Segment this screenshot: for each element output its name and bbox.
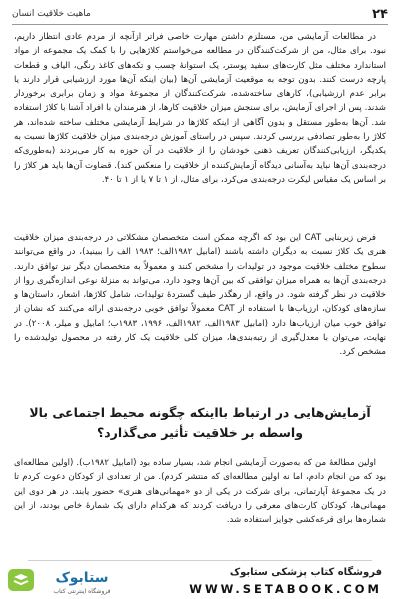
store-url[interactable]: WWW.SETABOOK.COM [189,582,382,596]
section-heading: آزمایش‌هایی در ارتباط بااینکه چگونه محیط اجتماعی بالا واسطه بر خلاقیت تأثیر می‌گذارد؟ [29,405,371,440]
logo-text: ستابوک [55,570,109,586]
footer-divider [28,560,372,561]
page-footer [0,563,400,599]
page-header [12,4,388,25]
paragraph-text: فرض زیربنایی CAT این بود که اگرچه ممکن است متخصصان مشکلاتی در درجه‌بندی میزان خلاقیت هنری یک کلاژ نسبت به دیگران داشته باشند (امابیل ۱۹۸۲الف؛ ۱۹۸۳ الف را ببینید)، در واقع می‌توانند سطوح مختلف خلاقیت موجود در تولیدات را مشخص کنند و معمولاً به متخصصان دیگر نیز توافق دارند. درجه‌بندی آن‌ها به همراه میزان توافقی که بین آن‌ها وجود دارد، می‌تواند به منزلهٔ نوعی اندازه‌گیری روا از خلاقیت در نظر گرفته شود. در واقع، از رهگذر طیف گستردهٔ تولیدات، شامل کلاژها، اشعار، داستان‌ها و سازه‌های کودکان، ارزیاب‌ها با استفاده از CAT معمولاً توافق خوبی درجه‌بندی ارائه می‌کنند که نشان از توافق خوب میان ارزیاب‌ها دارد (امابیل ۱۹۸۳الف، ۱۹۸۲الف، ۱۹۹۶، ۱۹۸۳ب؛ امابیل و میلر، ۲۰۰۸). در نهایت، می‌توان با معدل‌گیری از رتبه‌بندی‌ها، میزان کلی خلاقیت یک کار رفته در محصول تولیدشده را مشخص کرد. [14,233,386,358]
logo-caption: فروشگاه اینترنتی کتاب [53,588,111,595]
setabook-logo [6,565,126,597]
page-number: ۲۴ [372,6,388,22]
paragraph-1 [14,30,386,228]
paragraph-2 [14,231,386,389]
paragraph-text: در مطالعات آزمایشی من، مستلزم داشتن مهارت خاصی فراتر ازآنچه از مردم عادی انتظار داریم، نبود. برای مثال، من از شرکت‌کنندگان در مطالعه می‌خواستم کلاژهایی را با کمک یک مجموعه از مواد استاندارد مختلف مثل کارت‌های سفید پوستر، یک استوانهٔ چسب و تکه‌های کاغذ رنگی، الیاف و قطعات پارچه درست کنند. بدون توجه به موقعیت آزمایشی آن‌ها (بیان اینکه آن‌ها مورد ارزشیابی قرار دارند یا برابر عدم ارزشیابی)، کارهای ساخته‌شده، شرکت‌کنندگان از مجموعهٔ مواد و زمان برابری برخوردار شدند. پس از اجرای آزمایش، برای سنجش میزان خلاقیت کارها، از هنرمندان با افراد آشنا با کلاژ استفاده شد. آن‌ها به‌طور مستقل و بدون آگاهی از اینکه کلاژها در شرایط آزمایشی مختلف ساخته شده‌اند، هر کلاژ را به‌طور تصادفی بررسی کردند. سپس در راستای آموزش درجه‌بندی میزان خلاقیت کلاژها نسبت به یکدیگر، ارزیابی‌کنندگان تعریف ذهنی خودشان را از خلاقیت در آن حوزه به کار می‌بردند (به‌طوری‌که درجه‌بندی آن‌ها نباید به‌آسانی دیدگاه آزمایش‌کننده از خلاقیت را منعکس کند). قضاوت آن‌ها باید هر کلاژ را بر اساس یک مقیاس لیکرت درجه‌بندی می‌کرد، برای مثال، از ۱ تا ۷ یا از ۱ تا ۴۰. [14,32,386,185]
store-name: فروشگاه کتاب پزشکی ستابوک [229,567,382,578]
running-title: ماهیت خلاقیت انسان [12,9,91,19]
paragraph-text: اولین مطالعهٔ من که به‌صورت آزمایشی انجام شد، بسیار ساده بود (امابیل ۱۹۸۲ب). (اولین مطالعه‌ای بود که من انجام دادم، اما نه اولین مطالعه‌ای که منتشر کردم). من از تعدادی از کودکان دعوت کردم تا در یک مجموعهٔ آپارتمانی، برای شرکت در یکی از دو «مهمانی‌های هنری» حضور یابند. در هر دوی این مهمانی‌ها، کودکان کارت‌های معرفی را دریافت کردند که هرکدام دارای یک شمارهٔ خاص بودند، از این شماره‌ها برای قرعه‌کشی جوایز استفاده شد. [14,458,386,526]
paragraph-3 [14,456,386,556]
